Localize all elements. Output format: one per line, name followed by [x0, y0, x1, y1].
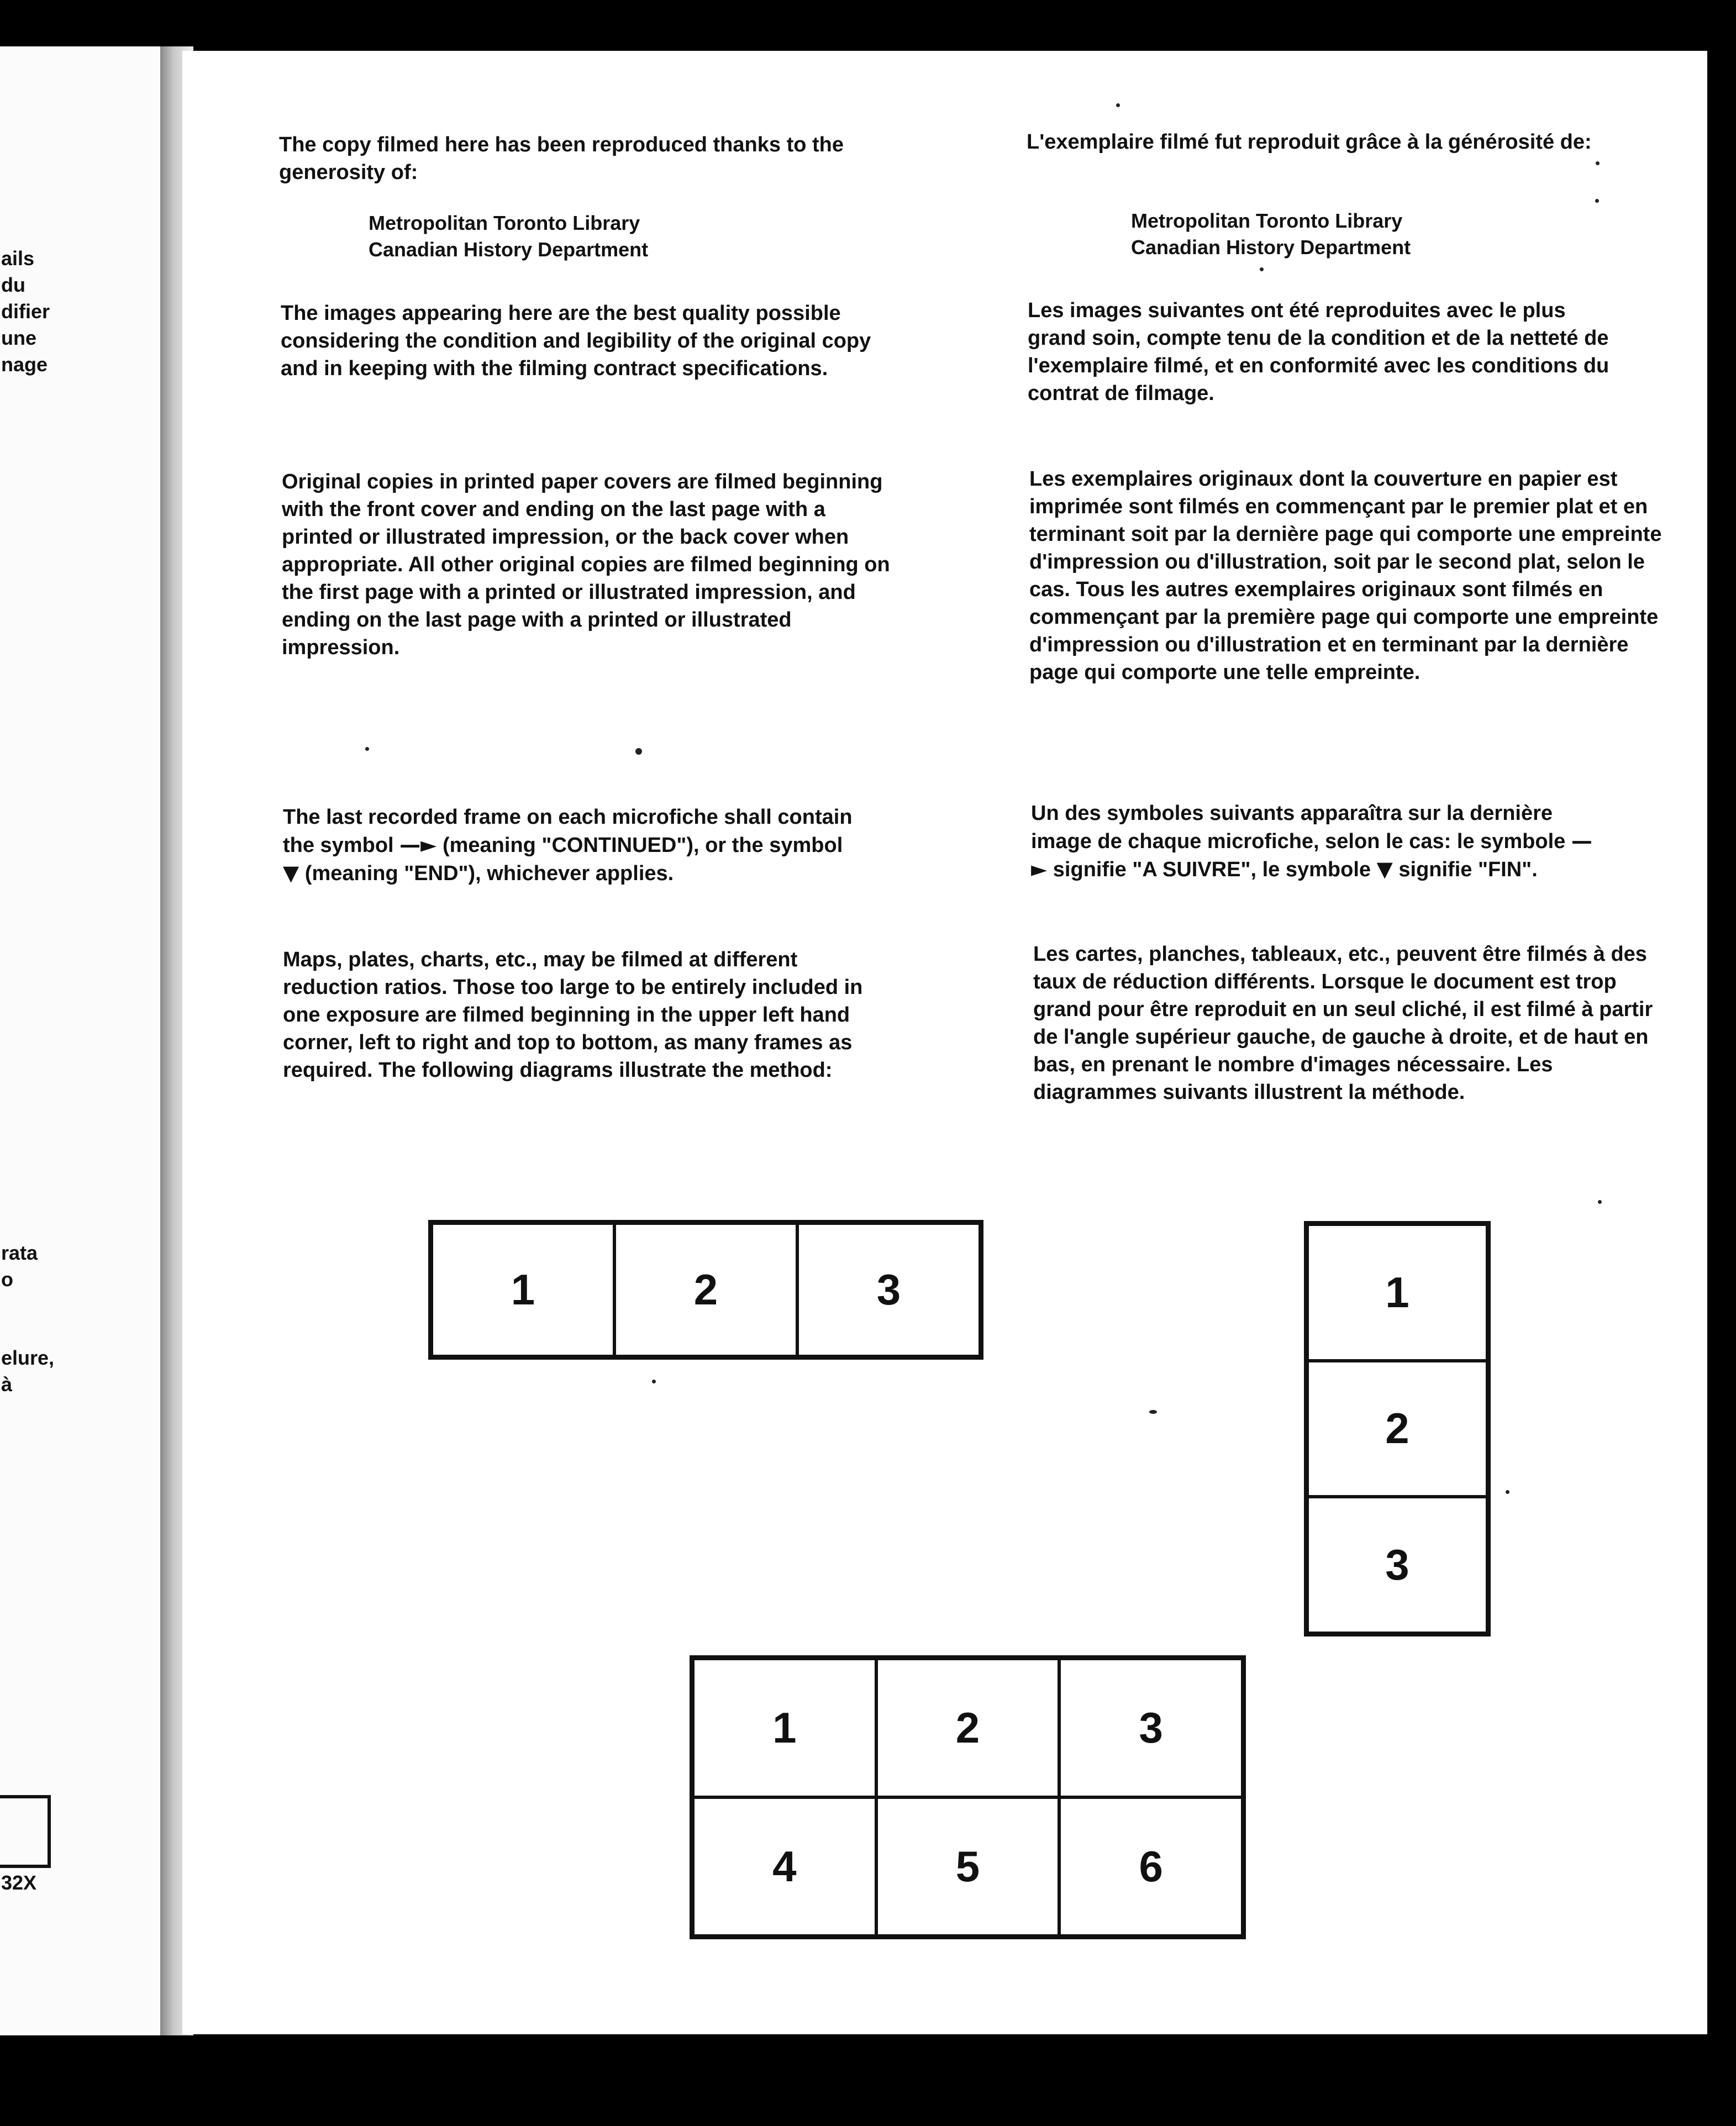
diagram-horizontal — [428, 1220, 983, 1360]
english-maps-paragraph: Maps, plates, charts, etc., may be filmed at different reduction ratios. Those too large to be entirely included in one exposure are filmed beginning in the upper left hand corner, left to right and top to bottom, as many frames as required. The following diagrams illustrate the method: — [283, 948, 863, 1082]
scan-speck — [1598, 1200, 1602, 1204]
scan-speck — [652, 1380, 656, 1383]
continued-arrow-icon: —► — [1031, 829, 1592, 881]
scan-speck — [1596, 161, 1600, 165]
adjacent-page-fragment: ails — [1, 247, 35, 270]
adjacent-page-fragment: à — [1, 1373, 13, 1396]
diagram-frame: 3 — [1059, 1659, 1243, 1797]
diagram-frame: 3 — [797, 1223, 980, 1356]
french-symbols-text: Un des symboles suivants apparaîtra sur la dernière image de chaque microfiche, selon le cas: le symbole — [1031, 802, 1566, 853]
scan-speck — [1116, 103, 1120, 107]
end-triangle-icon: ▼ — [1376, 857, 1393, 881]
adjacent-page-fragment: nage — [1, 353, 48, 376]
diagram-frame: 2 — [876, 1659, 1060, 1797]
french-symbols-text: signifie "FIN". — [1398, 858, 1538, 881]
adjacent-page-fragment: 32X — [1, 1871, 37, 1894]
adjacent-page-fragment: rata — [1, 1241, 38, 1264]
diagram-frame: 4 — [693, 1797, 876, 1936]
english-symbols-text: The last recorded frame on each microfiche shall contain the symbol — [283, 806, 853, 857]
diagram-grid — [690, 1655, 1246, 1939]
english-institution: Metropolitan Toronto Library — [369, 212, 640, 234]
adjacent-page — [0, 46, 171, 2035]
end-triangle-icon: ▼ — [283, 861, 299, 885]
diagram-vertical — [1304, 1221, 1491, 1636]
english-thanks: The copy filmed here has been reproduced thanks to the generosity of: — [279, 133, 844, 184]
diagram-frame: 1 — [432, 1223, 614, 1356]
diagram-frame: 5 — [876, 1797, 1060, 1936]
french-institution: Metropolitan Toronto Library — [1131, 209, 1403, 232]
scan-speck — [1595, 199, 1599, 203]
scan-speck — [365, 747, 369, 751]
english-department: Canadian History Department — [369, 238, 649, 261]
diagram-frame: 2 — [614, 1223, 797, 1356]
diagram-frame: 2 — [1307, 1361, 1487, 1497]
french-symbols-text: signifie "A SUIVRE", le symbole — [1053, 858, 1371, 881]
french-images-paragraph: Les images suivantes ont été reproduites avec le plus grand soin, compte tenu de la condition et de la netteté de l'exemplaire filmé, et en conformité avec les conditions du contrat de filmage. — [1028, 299, 1609, 405]
scan-speck — [1506, 1490, 1509, 1494]
adjacent-page-box — [0, 1795, 51, 1868]
french-originals-paragraph: Les exemplaires originaux dont la couverture en papier est imprimée sont filmés en commençant par le premier plat et en terminant soit par la dernière page qui comporte une empreinte d'impression ou d'illustration, soit par le second plat, selon le cas. Tous les autres exemplaires originaux sont filmés en commençant par la première page qui comporte une empreinte d'impression ou d'illustration et en terminant par la dernière page qui comporte une telle empreinte. — [1029, 467, 1662, 684]
adjacent-page-fragment: du — [1, 273, 25, 296]
french-thanks: L'exemplaire filmé fut reproduit grâce à la générosité de: — [1027, 130, 1592, 154]
scanned-page — [182, 51, 1707, 2034]
french-symbols-paragraph — [1031, 799, 1606, 883]
diagram-frame: 6 — [1059, 1797, 1243, 1936]
french-department: Canadian History Department — [1131, 236, 1411, 259]
adjacent-page-fragment: o — [1, 1268, 13, 1291]
english-symbols-text: (meaning "CONTINUED"), or the symbol — [442, 834, 843, 857]
diagram-frame: 3 — [1307, 1497, 1487, 1633]
scan-speck — [1149, 1410, 1157, 1414]
english-symbols-text: (meaning "END"), whichever applies. — [304, 862, 674, 885]
scan-speck — [1260, 267, 1264, 271]
french-maps-paragraph: Les cartes, planches, tableaux, etc., peuvent être filmés à des taux de réduction différents. Lorsque le document est trop grand pour être reproduit en un seul cliché, il est filmé à partir de l'angle supérieur gauche, de gauche à droite, et de haut en bas, en prenant le nombre d'images nécessaire. Les diagrammes suivants illustrent la méthode. — [1033, 943, 1653, 1104]
scan-speck — [635, 748, 642, 755]
adjacent-page-fragment: une — [1, 327, 37, 349]
adjacent-page-fragment: difier — [1, 300, 50, 323]
diagram-frame: 1 — [1307, 1224, 1487, 1361]
english-originals-paragraph: Original copies in printed paper covers are filmed beginning with the front cover and ending on the last page with a printed or illustrated impression, or the back cover when appropriate. All other original copies are filmed beginning on the first page with a printed or illustrated impression, and ending on the last page with a printed or illustrated impression. — [282, 470, 890, 659]
continued-arrow-icon: —► — [399, 833, 437, 857]
english-symbols-paragraph — [283, 803, 863, 887]
diagram-frame: 1 — [693, 1659, 876, 1797]
english-images-paragraph: The images appearing here are the best quality possible considering the condition and legibility of the original copy and in keeping with the filming contract specifications. — [281, 302, 871, 380]
adjacent-page-fragment: elure, — [1, 1346, 55, 1369]
